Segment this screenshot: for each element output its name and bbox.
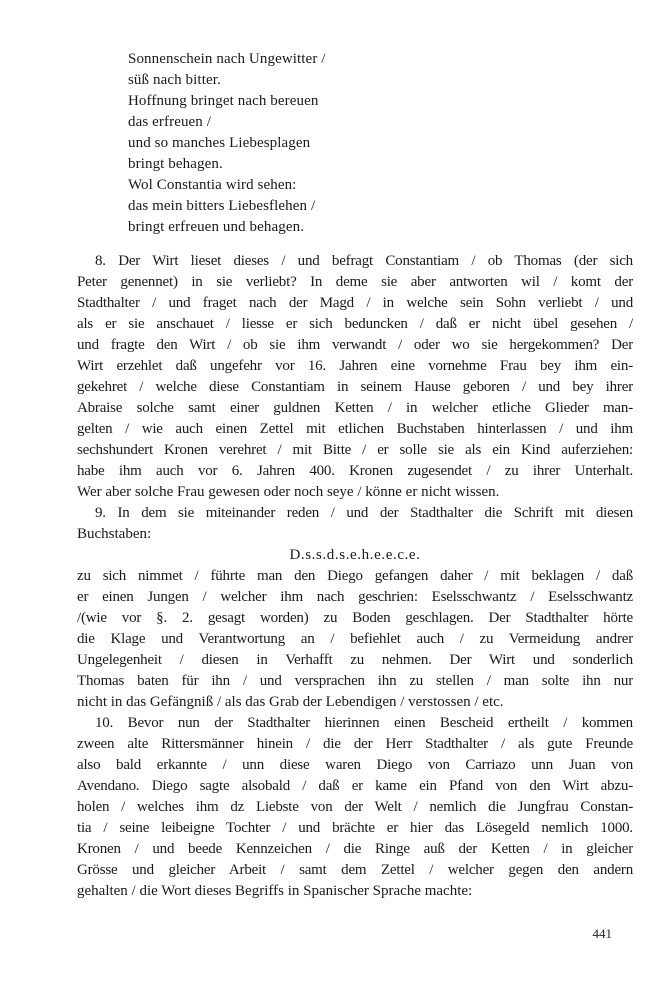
text-line: gekehret / welche diese Constantiam in seinem Hause geboren / und bey ihrer bbox=[77, 379, 633, 395]
text-line: 9. In dem sie miteinander reden / und der Stadthalter die Schrift mit diesen bbox=[95, 505, 633, 521]
text-line: bringt erfreuen und behagen. bbox=[128, 219, 305, 235]
text-line: also bald erkannte / unn diese waren Diego von Carriazo unn Juan von bbox=[77, 757, 633, 773]
text-line: Grösse und gleicher Arbeit / samt dem Zettel / welcher gegen den andern bbox=[77, 862, 633, 878]
text-line: süß nach bitter. bbox=[128, 72, 221, 88]
paragraph-9-continued bbox=[77, 566, 633, 713]
text-line: gelten / wie auch einen Zettel mit etlichen Buchstaben hinterlassen / und ihm bbox=[77, 421, 633, 437]
text-line: 8. Der Wirt lieset dieses / und befragt Constantiam / ob Thomas (der sich bbox=[95, 253, 633, 269]
text-line: nicht in das Gefängniß / als das Grab der Lebendigen / verstossen / etc. bbox=[77, 694, 504, 710]
cipher-line bbox=[77, 545, 633, 566]
text-line: die Klage und Verantwortung an / befiehlet auch / zu Vermeidung andrer bbox=[77, 631, 633, 647]
paragraph-10 bbox=[77, 713, 633, 902]
text-line: 10. Bevor nun der Stadthalter hierinnen einen Bescheid ertheilt / kommen bbox=[95, 715, 633, 731]
text-line: D.s.s.d.s.e.h.e.e.c.e. bbox=[289, 547, 421, 563]
text-line: er einen Jungen / welcher ihm nach geschrien: Eselsschwantz / Eselsschwantz bbox=[77, 589, 633, 605]
text-line: Hoffnung bringet nach bereuen bbox=[128, 93, 319, 109]
text-line: habe ihm auch vor 6. Jahren 400. Kronen zugesendet / zu ihrer Unterhalt. bbox=[77, 463, 633, 479]
text-line: Sonnenschein nach Ungewitter / bbox=[128, 51, 326, 67]
text-line: als er sie anschauet / liesse er sich beduncken / daß er nicht übel gesehen / bbox=[77, 316, 633, 332]
text-line: das mein bitters Liebesflehen / bbox=[128, 198, 316, 214]
text-line: und so manches Liebesplagen bbox=[128, 135, 311, 151]
paragraph-8 bbox=[77, 251, 633, 503]
text-line: zu sich nimmet / führte man den Diego gefangen daher / mit beklagen / daß bbox=[77, 568, 633, 584]
poem bbox=[128, 49, 633, 238]
text-line: Kronen / und beede Kennzeichen / die Ringe auß der Ketten / in gleicher bbox=[77, 841, 633, 857]
text-line: sechshundert Kronen verehret / mit Bitte / er solle sie als ein Kind auferziehen: bbox=[77, 442, 633, 458]
text-line: /(wie vor §. 2. gesagt worden) zu Boden geschlagen. Der Stadthalter hörte bbox=[77, 610, 633, 626]
text-column bbox=[77, 49, 633, 902]
text-line: das erfreuen / bbox=[128, 114, 212, 130]
text-line: Buchstaben: bbox=[77, 526, 152, 542]
text-line: holen / welches ihm dz Liebste von der Welt / nemlich die Jungfrau Constan- bbox=[77, 799, 633, 815]
text-line: Wol Constantia wird sehen: bbox=[128, 177, 297, 193]
paragraph-9-intro bbox=[77, 503, 633, 545]
text-line: Stadthalter / und fraget nach der Magd / in welche sein Sohn verliebt / und bbox=[77, 295, 633, 311]
text-line: Wirt erzehlet daß ungefehr vor 16. Jahren eine vornehme Frau bey ihm ein- bbox=[77, 358, 633, 374]
text-line: tia / seine leibeigne Tochter / und brächte er hier das Lösegeld nemlich 1000. bbox=[77, 820, 633, 836]
text-line: Avendano. Diego sagte alsobald / daß er kame ein Pfand von den Wirt abzu- bbox=[77, 778, 633, 794]
text-line: gehalten / die Wort dieses Begriffs in Spanischer Sprache machte: bbox=[77, 883, 473, 899]
text-line: zween alte Rittersmänner hinein / die der Herr Stadthalter / als gute Freunde bbox=[77, 736, 633, 752]
text-line: bringt behagen. bbox=[128, 156, 223, 172]
text-line: Wer aber solche Frau gewesen oder noch seye / könne er nicht wissen. bbox=[77, 484, 500, 500]
text-line: und fragte den Wirt / ob sie ihm verwandt / oder wo sie hergekommen? Der bbox=[77, 337, 633, 353]
page-number: 441 bbox=[592, 926, 612, 941]
text-line: Ungelegenheit / diesen in Verhafft zu nehmen. Der Wirt und sonderlich bbox=[77, 652, 633, 668]
text-line: Thomas baten für ihn / und versprachen ihn zu stellen / man solte ihn nur bbox=[77, 673, 633, 689]
text-line: Abraise solche samt einer guldnen Ketten / in welcher etliche Glieder man- bbox=[77, 400, 633, 416]
text-line: Peter genennet) in sie verliebt? In deme sie aber antworten wil / komt der bbox=[77, 274, 633, 290]
